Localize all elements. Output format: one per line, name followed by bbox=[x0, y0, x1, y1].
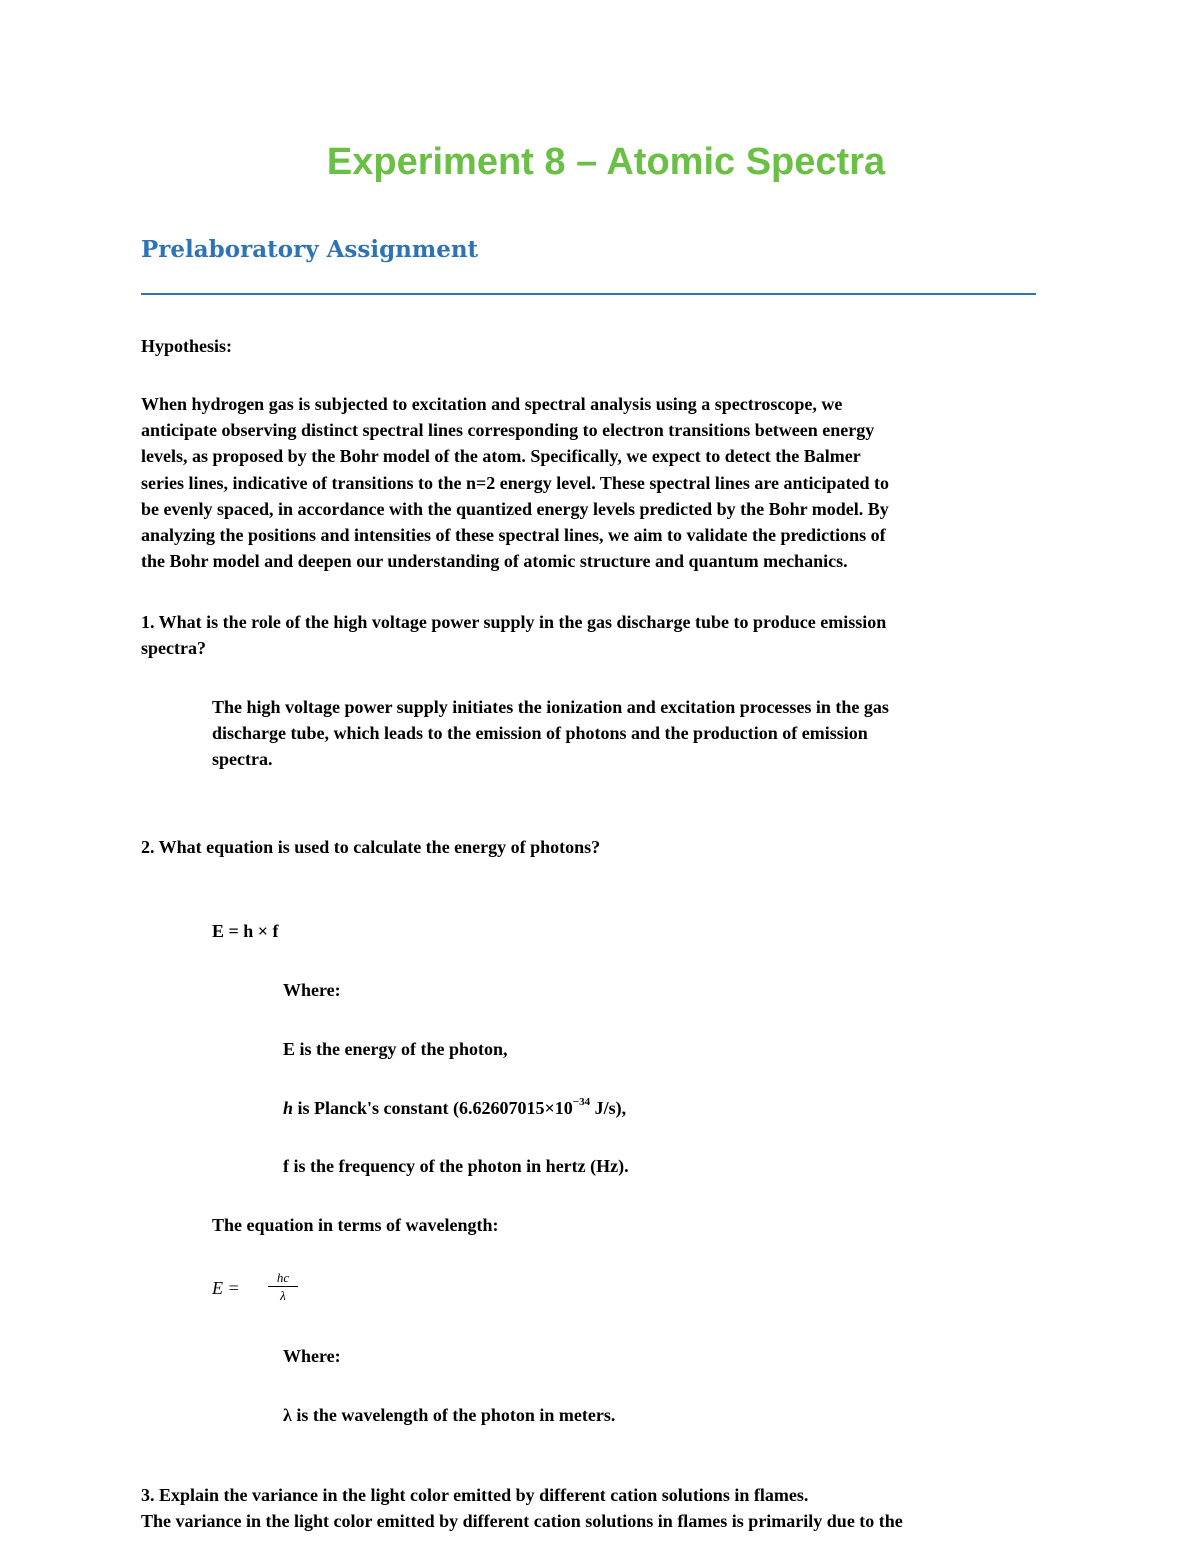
hypothesis-line: When hydrogen gas is subjected to excitation and spectral analysis using a spectroscope, we bbox=[141, 394, 843, 414]
planck-symbol: h bbox=[283, 1098, 294, 1118]
definition-f: f is the frequency of the photon in hertz (Hz). bbox=[283, 1156, 629, 1176]
planck-unit: J/s), bbox=[590, 1098, 627, 1118]
planck-exponent: −34 bbox=[572, 1096, 591, 1108]
definition-lambda: λ is the wavelength of the photon in meters. bbox=[283, 1405, 616, 1425]
question-1-line: 1. What is the role of the high voltage power supply in the gas discharge tube to produce emission bbox=[141, 612, 887, 632]
question-3: 3. Explain the variance in the light color emitted by different cation solutions in flames. bbox=[141, 1485, 809, 1505]
hypothesis-paragraph bbox=[141, 391, 889, 574]
hypothesis-label: Hypothesis: bbox=[141, 336, 233, 356]
definition-e: E is the energy of the photon, bbox=[283, 1039, 508, 1059]
hypothesis-line: anticipate observing distinct spectral lines corresponding to electron transitions between energy bbox=[141, 420, 875, 441]
hypothesis-line: be evenly spaced, in accordance with the quantized energy levels predicted by the Bohr model. By bbox=[141, 498, 889, 519]
heading-divider bbox=[141, 293, 1036, 295]
document-title: Experiment 8 – Atomic Spectra bbox=[326, 141, 886, 183]
question-2: 2. What equation is used to calculate the energy of photons? bbox=[141, 837, 601, 857]
hypothesis-line: analyzing the positions and intensities of these spectral lines, we aim to validate the predictions of bbox=[141, 525, 886, 546]
answer-1-line: spectra. bbox=[212, 749, 273, 770]
hypothesis-line: levels, as proposed by the Bohr model of the atom. Specifically, we expect to detect the Balmer bbox=[141, 446, 861, 467]
answer-1-line: The high voltage power supply initiates the ionization and excitation processes in the gas bbox=[212, 697, 889, 717]
where-label: Where: bbox=[283, 980, 341, 1000]
where-label-2: Where: bbox=[283, 1346, 341, 1366]
wavelength-fraction bbox=[268, 1270, 298, 1303]
answer-1 bbox=[212, 694, 889, 773]
definition-h bbox=[283, 1095, 626, 1121]
answer-1-line: discharge tube, which leads to the emission of photons and the production of emission bbox=[212, 723, 868, 744]
question-1 bbox=[141, 609, 886, 661]
answer-3-start: The variance in the light color emitted by different cation solutions in flames is primarily due to the bbox=[141, 1511, 903, 1531]
wavelength-equation-lhs: E = bbox=[212, 1278, 240, 1298]
hypothesis-line: series lines, indicative of transitions to the n=2 energy level. These spectral lines are anticipated to bbox=[141, 472, 890, 493]
question-1-line: spectra? bbox=[141, 638, 206, 659]
section-heading: Prelaboratory Assignment bbox=[141, 236, 479, 263]
fraction-numerator: hc bbox=[268, 1270, 298, 1287]
photon-energy-equation: E = h × f bbox=[212, 921, 279, 941]
fraction-denominator: λ bbox=[280, 1288, 286, 1303]
hypothesis-line: the Bohr model and deepen our understanding of atomic structure and quantum mechanics. bbox=[141, 551, 848, 572]
wavelength-intro: The equation in terms of wavelength: bbox=[212, 1215, 499, 1235]
planck-text: is Planck's constant (6.62607015×10 bbox=[293, 1098, 573, 1118]
